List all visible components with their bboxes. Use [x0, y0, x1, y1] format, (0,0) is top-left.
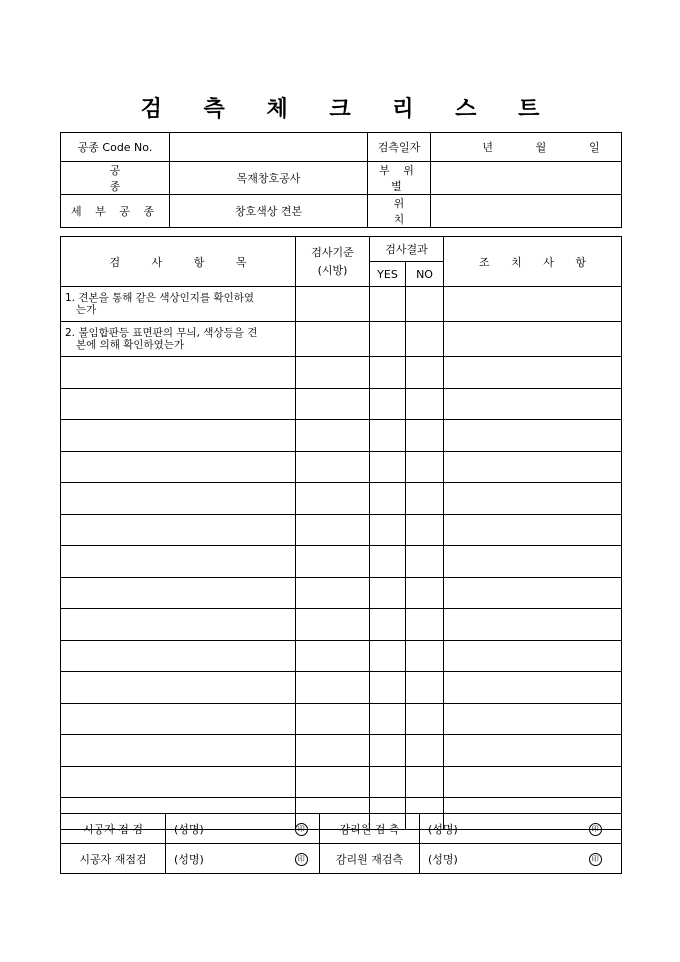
action-cell[interactable]: [444, 577, 622, 609]
table-row: [61, 287, 622, 322]
item-cell[interactable]: [61, 703, 296, 735]
table-row: [61, 322, 622, 357]
yes-cell[interactable]: [370, 735, 406, 767]
year-label: 년: [482, 141, 493, 154]
no-cell[interactable]: [406, 483, 444, 515]
standard-cell[interactable]: [296, 735, 370, 767]
yes-cell[interactable]: [370, 577, 406, 609]
table-row: [61, 609, 622, 641]
item-cell[interactable]: [61, 451, 296, 483]
info-row-sub-work: [61, 195, 622, 228]
standard-cell[interactable]: [296, 483, 370, 515]
seal-icon: 印: [589, 853, 602, 866]
info-row-work-type: [61, 162, 622, 195]
no-cell[interactable]: [406, 640, 444, 672]
item-cell[interactable]: [61, 357, 296, 389]
header-standard: [296, 237, 370, 287]
no-cell[interactable]: [406, 735, 444, 767]
yes-cell[interactable]: [370, 388, 406, 420]
no-cell[interactable]: [406, 357, 444, 389]
supervisor-inspection-name[interactable]: (성명): [420, 814, 570, 844]
action-cell[interactable]: [444, 672, 622, 704]
yes-cell[interactable]: [370, 609, 406, 641]
item-cell[interactable]: [61, 766, 296, 798]
yes-cell[interactable]: [370, 546, 406, 578]
table-row: [61, 577, 622, 609]
action-cell[interactable]: [444, 640, 622, 672]
seal-icon: 印: [589, 823, 602, 836]
table-row: [61, 357, 622, 389]
yes-cell[interactable]: [370, 766, 406, 798]
standard-cell[interactable]: [296, 514, 370, 546]
table-row: [61, 640, 622, 672]
item-cell[interactable]: [61, 420, 296, 452]
inspection-item-2: [61, 322, 296, 357]
supervisor-reinspection-label: 감리원 재검측: [320, 844, 420, 874]
standard-cell[interactable]: [296, 420, 370, 452]
item-cell[interactable]: [61, 546, 296, 578]
table-row: [61, 483, 622, 515]
contractor-inspection-name[interactable]: (성명): [166, 814, 284, 844]
page-title: 검 측 체 크 리 스 트: [140, 96, 557, 122]
inspection-date-label: 검측일자: [368, 133, 431, 162]
table-row: [61, 703, 622, 735]
action-cell[interactable]: [444, 735, 622, 767]
no-cell[interactable]: [406, 609, 444, 641]
no-cell[interactable]: [406, 514, 444, 546]
inspection-item-2-line1: 2. 불임합판등 표면판의 무늬, 색상등을 견: [65, 327, 258, 339]
standard-cell[interactable]: [296, 388, 370, 420]
contractor-reinspection-name[interactable]: (성명): [166, 844, 284, 874]
action-cell[interactable]: [444, 546, 622, 578]
action-cell[interactable]: [444, 388, 622, 420]
standard-cell[interactable]: [296, 577, 370, 609]
work-type-label: 공 종: [61, 162, 170, 195]
action-cell[interactable]: [444, 514, 622, 546]
action-cell[interactable]: [444, 766, 622, 798]
header-yes: YES: [370, 262, 406, 287]
table-row: [61, 388, 622, 420]
info-row-code: [61, 133, 622, 162]
standard-cell[interactable]: [296, 672, 370, 704]
yes-cell[interactable]: [370, 357, 406, 389]
table-row: [61, 766, 622, 798]
signature-row-inspection: [61, 814, 622, 844]
action-cell[interactable]: [444, 357, 622, 389]
action-cell[interactable]: [444, 322, 622, 357]
no-cell[interactable]: [406, 703, 444, 735]
code-value[interactable]: [170, 133, 368, 162]
inspection-item-2-line2: 본에 의해 확인하였는가: [76, 339, 185, 351]
no-cell[interactable]: [406, 577, 444, 609]
table-row: [61, 735, 622, 767]
standard-cell[interactable]: [296, 546, 370, 578]
sub-work-type-value[interactable]: 창호색상 견본: [170, 195, 368, 228]
yes-cell[interactable]: [370, 287, 406, 322]
work-type-value[interactable]: 목재창호공사: [170, 162, 368, 195]
item-cell[interactable]: [61, 735, 296, 767]
table-row: [61, 672, 622, 704]
contractor-reinspection-label: 시공자 재점검: [61, 844, 166, 874]
header-standard-line1: 검사기준: [311, 245, 354, 259]
standard-cell[interactable]: [296, 609, 370, 641]
yes-cell[interactable]: [370, 420, 406, 452]
inspection-item-1-line2: 는가: [76, 304, 97, 316]
info-table: [60, 132, 622, 228]
inspection-item-1: [61, 287, 296, 322]
item-cell[interactable]: [61, 483, 296, 515]
signature-row-reinspection: [61, 844, 622, 874]
no-cell[interactable]: [406, 322, 444, 357]
item-cell[interactable]: [61, 577, 296, 609]
item-cell[interactable]: [61, 672, 296, 704]
part-value[interactable]: [431, 162, 622, 195]
item-cell[interactable]: [61, 609, 296, 641]
header-inspection-item: 검 사 항 목: [61, 237, 296, 287]
yes-cell[interactable]: [370, 703, 406, 735]
action-cell[interactable]: [444, 420, 622, 452]
standard-cell[interactable]: [296, 640, 370, 672]
code-label: 공종 Code No.: [61, 133, 170, 162]
action-cell[interactable]: [444, 703, 622, 735]
yes-cell[interactable]: [370, 451, 406, 483]
table-row: [61, 451, 622, 483]
supervisor-reinspection-name[interactable]: (성명): [420, 844, 570, 874]
header-action: 조 치 사 항: [444, 237, 622, 287]
action-cell[interactable]: [444, 287, 622, 322]
seal-mark: [570, 814, 622, 844]
no-cell[interactable]: [406, 546, 444, 578]
seal-icon: 印: [295, 853, 308, 866]
supervisor-inspection-label: 감리원 검 측: [320, 814, 420, 844]
seal-icon: 印: [295, 823, 308, 836]
standard-cell[interactable]: [296, 322, 370, 357]
header-result: 검사결과: [370, 237, 444, 262]
seal-mark: [284, 844, 320, 874]
no-cell[interactable]: [406, 451, 444, 483]
action-cell[interactable]: [444, 483, 622, 515]
action-cell[interactable]: [444, 609, 622, 641]
standard-cell[interactable]: [296, 703, 370, 735]
month-label: 월: [535, 141, 547, 154]
seal-mark: [284, 814, 320, 844]
header-no: NO: [406, 262, 444, 287]
standard-cell[interactable]: [296, 766, 370, 798]
table-row: [61, 514, 622, 546]
location-value[interactable]: [431, 195, 622, 228]
no-cell[interactable]: [406, 420, 444, 452]
signature-table: [60, 813, 622, 874]
no-cell[interactable]: [406, 766, 444, 798]
part-label: 부 위 별: [368, 162, 431, 195]
item-cell[interactable]: [61, 514, 296, 546]
table-row: [61, 546, 622, 578]
contractor-inspection-label: 시공자 점 검: [61, 814, 166, 844]
item-cell[interactable]: [61, 640, 296, 672]
inspection-date-field[interactable]: [431, 133, 622, 162]
table-row: [61, 420, 622, 452]
standard-cell[interactable]: [296, 287, 370, 322]
no-cell[interactable]: [406, 287, 444, 322]
yes-cell[interactable]: [370, 672, 406, 704]
header-standard-line2: (시방): [317, 263, 348, 277]
seal-mark: [570, 844, 622, 874]
standard-cell[interactable]: [296, 357, 370, 389]
inspection-item-1-line1: 1. 견본을 통해 같은 색상인지를 확인하였: [65, 292, 254, 304]
day-label: 일: [589, 141, 600, 154]
item-cell[interactable]: [61, 388, 296, 420]
sub-work-type-label: 세 부 공 종: [61, 195, 170, 228]
checklist-table: [60, 236, 622, 830]
no-cell[interactable]: [406, 388, 444, 420]
no-cell[interactable]: [406, 672, 444, 704]
action-cell[interactable]: [444, 451, 622, 483]
standard-cell[interactable]: [296, 451, 370, 483]
yes-cell[interactable]: [370, 322, 406, 357]
yes-cell[interactable]: [370, 640, 406, 672]
yes-cell[interactable]: [370, 514, 406, 546]
checklist-header-row: [61, 237, 622, 262]
yes-cell[interactable]: [370, 483, 406, 515]
location-label: 위 치: [368, 195, 431, 228]
